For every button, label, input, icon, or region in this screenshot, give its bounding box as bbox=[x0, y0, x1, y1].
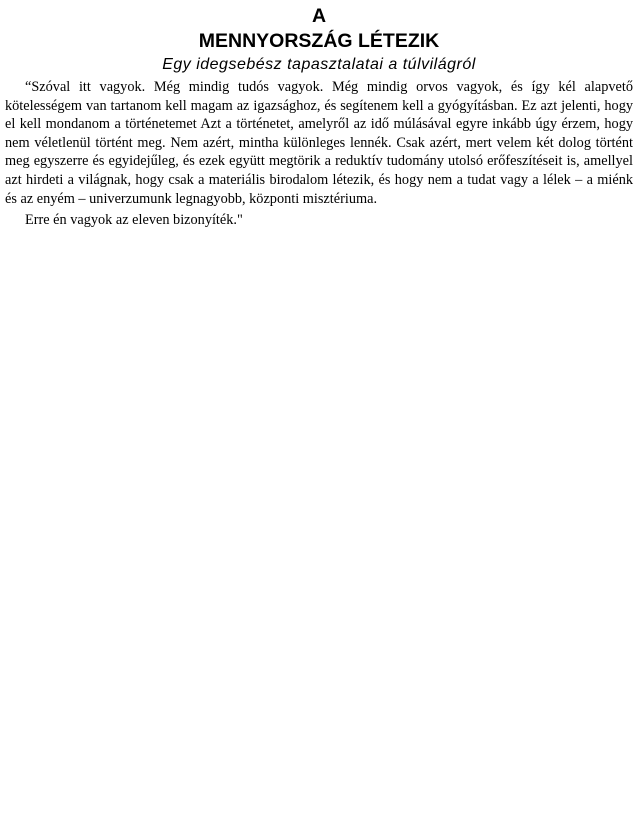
book-title: MENNYORSZÁG LÉTEZIK bbox=[198, 30, 440, 52]
body-paragraph-2: Erre én vagyok az eleven bizonyíték." bbox=[25, 212, 243, 229]
document-page bbox=[5, 4, 633, 230]
title-line-1: A bbox=[311, 5, 327, 27]
book-subtitle: Egy idegsebész tapasztalatai a túlvilágról bbox=[162, 56, 476, 73]
body-paragraph-1: “Szóval itt vagyok. Még mindig tudós vagyok. Még mindig orvos vagyok, és így kél alapvető kötelességem van tartanom kell magam az igazsághoz, és segítenem kell a gyógyításban. Ez azt jelenti, hogy el kell mondanom a történetemet Azt a történetet, amelyről az idő múlásával egyre inkább úgy érzem, hogy nem véletlenül történt meg. Nem azért, mintha különleges lennék. Csak azért, mert velem két dolog történt meg egyszerre és egyidejűleg, és ezek együtt megtörik a reduktív tudomány utolsó erőfeszítéseit is, amellyel azt hirdeti a világnak, hogy csak a materiális birodalom létezik, és hogy nem a tudat vagy a lélek – a miénk és az enyém – univerzumunk legnagyobb, központi misztériuma. bbox=[5, 79, 633, 207]
